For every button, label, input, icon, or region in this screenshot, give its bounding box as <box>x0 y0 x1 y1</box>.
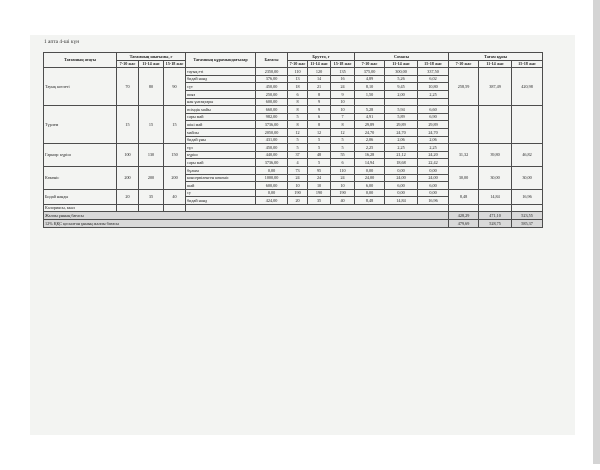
cost-value: 24,00 <box>418 174 449 182</box>
ingredient-price: 250,00 <box>256 90 288 98</box>
brutto-value: 14 <box>308 75 331 83</box>
brutto-value: 24 <box>308 174 331 182</box>
cost-value: 14,84 <box>385 197 418 205</box>
cost-value: 2,25 <box>418 90 449 98</box>
dish-total: 46,82 <box>512 144 543 167</box>
table-row <box>44 166 543 174</box>
cost-value: 24,70 <box>418 128 449 136</box>
cost-value: 24,20 <box>418 151 449 159</box>
cost-value: 10,80 <box>418 83 449 91</box>
table-row <box>44 68 543 76</box>
dish-weight: 15 <box>164 106 186 144</box>
ingredient-name: нан ұнтақтары <box>186 98 256 106</box>
col-dish: Тағамның атауы <box>44 53 117 68</box>
total-value: 585,37 <box>512 220 543 228</box>
age-header: 15-18 жас <box>512 60 543 68</box>
brutto-value: 12 <box>288 128 308 136</box>
dish-weight: 40 <box>164 189 186 204</box>
ingredient-price: 450,00 <box>256 144 288 152</box>
ingredient-price: 450,00 <box>256 83 288 91</box>
cost-value: 29,89 <box>355 121 385 129</box>
brutto-value: 120 <box>308 68 331 76</box>
cost-value: 6,02 <box>418 75 449 83</box>
cost-value: 24,00 <box>355 174 385 182</box>
ingredient-name: су <box>186 189 256 197</box>
ingredient-price: 2050,00 <box>256 128 288 136</box>
cost-value: 2,25 <box>418 144 449 152</box>
cost-value: 2,06 <box>355 136 385 144</box>
dish-total: 14,84 <box>479 189 512 204</box>
col-ingredients: Тағамның құрамындағылар <box>186 53 256 68</box>
dish-name: Бидай нанды <box>44 189 117 204</box>
total-row <box>44 212 543 220</box>
cost-value: 0,00 <box>385 189 418 197</box>
cost-value: 0,00 <box>418 189 449 197</box>
age-header: 15-18 жас <box>418 60 449 68</box>
scan-border <box>593 0 600 464</box>
ingredient-price: 2350,00 <box>256 68 288 76</box>
day-title: 1 апта 4-ші күн <box>44 39 80 45</box>
dish-weight: 15 <box>117 106 139 144</box>
ingredient-name: майлы <box>186 128 256 136</box>
cost-value <box>418 98 449 106</box>
ingredient-name: сары май <box>186 159 256 167</box>
brutto-value: 8 <box>288 98 308 106</box>
dish-weight: 200 <box>139 166 164 189</box>
brutto-value: 73 <box>288 166 308 174</box>
brutto-value: 8 <box>288 106 308 114</box>
col-price: Бағасы <box>256 53 288 68</box>
ingredient-name: бидай нанд <box>186 197 256 205</box>
cost-value: 6,00 <box>418 182 449 190</box>
age-header: 11-14 жас <box>139 60 164 68</box>
dish-weight: 20 <box>117 189 139 204</box>
cost-value: 5,28 <box>355 106 385 114</box>
ingredient-name: тұз <box>186 144 256 152</box>
dish-total: 30,00 <box>479 166 512 189</box>
age-header: 11-14 жас <box>308 60 331 68</box>
brutto-value: 5 <box>308 159 331 167</box>
dish-total: 30,00 <box>449 166 479 189</box>
cost-value: 5,94 <box>385 106 418 114</box>
dish-total: 420,98 <box>512 68 543 106</box>
age-header: 7-10 жас <box>449 60 479 68</box>
ingredient-name: бұлым <box>186 166 256 174</box>
brutto-value: 5 <box>308 144 331 152</box>
total-value: 523,55 <box>512 212 543 220</box>
dish-total: 387,49 <box>479 68 512 106</box>
dish-name: Көкөніс <box>44 166 117 189</box>
age-header: 15-18 жас <box>331 60 355 68</box>
total-row <box>44 220 543 228</box>
brutto-value: 24 <box>288 174 308 182</box>
brutto-value: 6 <box>331 159 355 167</box>
cost-value: 6,00 <box>385 182 418 190</box>
table-row <box>44 204 543 212</box>
cost-value: 0,00 <box>355 189 385 197</box>
cost-value: 29,89 <box>418 121 449 129</box>
ingredient-price: 376,00 <box>256 75 288 83</box>
ingredient-price: 440,00 <box>256 151 288 159</box>
brutto-value: 9 <box>308 106 331 114</box>
age-header: 15-18 жас <box>164 60 186 68</box>
brutto-value: 4 <box>288 159 308 167</box>
cost-value: 4,89 <box>355 75 385 83</box>
ingredient-price: 1000,00 <box>256 174 288 182</box>
cost-value: 8,48 <box>355 197 385 205</box>
ingredient-price: 0,00 <box>256 189 288 197</box>
brutto-value: 12 <box>331 128 355 136</box>
ingredient-name: бидай нанд <box>186 75 256 83</box>
dish-weight: 100 <box>117 144 139 167</box>
cost-value: 18,68 <box>385 159 418 167</box>
ingredient-name: күріш <box>186 151 256 159</box>
total-value: 528,75 <box>479 220 512 228</box>
cost-value: 0,00 <box>385 166 418 174</box>
cost-value: 2,00 <box>385 90 418 98</box>
age-header: 11-14 жас <box>385 60 418 68</box>
dish-total <box>449 204 479 212</box>
brutto-value: 110 <box>288 68 308 76</box>
cost-value: 2,06 <box>385 136 418 144</box>
dish-name: Калориясы, ккал <box>44 204 117 212</box>
cost-value: 9,45 <box>385 83 418 91</box>
ingredient-price: 3736,00 <box>256 121 288 129</box>
brutto-value: 8 <box>308 121 331 129</box>
brutto-value: 48 <box>308 151 331 159</box>
menu-table <box>43 52 543 228</box>
cost-value: 4,91 <box>355 113 385 121</box>
cost-value: 2,06 <box>418 136 449 144</box>
ingredient-price: 660,00 <box>256 106 288 114</box>
brutto-value: 6 <box>288 90 308 98</box>
brutto-value: 110 <box>331 166 355 174</box>
brutto-value: 21 <box>308 83 331 91</box>
dish-weight <box>139 204 164 212</box>
dish-total: 16,96 <box>512 189 543 204</box>
dish-weight <box>117 204 139 212</box>
brutto-value: 13 <box>288 75 308 83</box>
brutto-value: 9 <box>308 98 331 106</box>
cost-value: 0,00 <box>418 166 449 174</box>
dish-name: Түрлем <box>44 106 117 144</box>
age-header-row <box>44 60 543 68</box>
ingredient-price: 600,00 <box>256 182 288 190</box>
ingredient-name: сары май <box>186 113 256 121</box>
cost-value: 2,25 <box>355 144 385 152</box>
brutto-value: 18 <box>288 83 308 91</box>
dish-weight: 200 <box>117 166 139 189</box>
age-header: 11-14 жас <box>479 60 512 68</box>
cost-value: 5,26 <box>385 75 418 83</box>
brutto-value: 7 <box>331 113 355 121</box>
dish-weight: 90 <box>164 68 186 106</box>
cost-value: 16,96 <box>418 197 449 205</box>
brutto-value: 5 <box>288 136 308 144</box>
age-header: 7-10 жас <box>288 60 308 68</box>
cost-value: 8,10 <box>355 83 385 91</box>
dish-total: 8,48 <box>449 189 479 204</box>
ingredient-name: тауық еті <box>186 68 256 76</box>
ingredient-name: шай <box>186 182 256 190</box>
ingredient-name: бидай ұны <box>186 136 256 144</box>
dish-total: 39,80 <box>479 144 512 167</box>
brutto-value: 10 <box>331 98 355 106</box>
brutto-value: 16 <box>331 75 355 83</box>
header-row <box>44 53 543 61</box>
brutto-value: 190 <box>308 189 331 197</box>
total-label: 12% ҚҚС қосылған ұнның жалпы бағасы <box>44 220 449 228</box>
ingredient-price: 982,00 <box>256 113 288 121</box>
age-header: 7-10 жас <box>117 60 139 68</box>
cost-value: 6,90 <box>418 113 449 121</box>
dish-total: 258,59 <box>449 68 479 106</box>
ingredient-name: консервіленген көкөніс <box>186 174 256 182</box>
dish-name: Гарнир: күріш <box>44 144 117 167</box>
cost-value: 14,94 <box>355 159 385 167</box>
total-value: 479,69 <box>449 220 479 228</box>
brutto-value: 55 <box>331 151 355 159</box>
cost-value: 24,70 <box>355 128 385 136</box>
ingredient-price: 424,00 <box>256 197 288 205</box>
brutto-value: 5 <box>288 144 308 152</box>
cost-value: 24,70 <box>385 128 418 136</box>
brutto-value: 40 <box>331 197 355 205</box>
brutto-value: 20 <box>288 197 308 205</box>
cost-value: 1,50 <box>355 90 385 98</box>
dish-name: Тауық котлеті <box>44 68 117 106</box>
brutto-value: 190 <box>331 189 355 197</box>
col-cost: Сомасы <box>355 53 449 61</box>
cost-value: 375,00 <box>355 68 385 76</box>
brutto-value: 6 <box>308 113 331 121</box>
brutto-value: 12 <box>308 128 331 136</box>
brutto-value: 37 <box>288 151 308 159</box>
ingredient-price: 3736,00 <box>256 159 288 167</box>
empty-cell <box>186 204 449 212</box>
cost-value: 337,50 <box>418 68 449 76</box>
cost-value: 21,12 <box>385 151 418 159</box>
total-label: Жалпы ұнның бағасы <box>44 212 449 220</box>
col-brutto: Брутто, г <box>288 53 355 61</box>
dish-total: 30,00 <box>512 166 543 189</box>
cost-value <box>355 98 385 106</box>
ingredient-price: 0,00 <box>256 166 288 174</box>
table-row <box>44 144 543 152</box>
ingredient-price: 600,00 <box>256 98 288 106</box>
dish-total: 31,32 <box>449 144 479 167</box>
table-row <box>44 106 543 114</box>
dish-total <box>479 204 512 212</box>
cost-value: 6,60 <box>418 106 449 114</box>
col-weight: Тағамның шығымы, г <box>117 53 186 61</box>
dish-weight <box>164 204 186 212</box>
brutto-value: 9 <box>331 90 355 98</box>
table-row <box>44 189 543 197</box>
cost-value: 16,28 <box>355 151 385 159</box>
ingredient-name: өсімдік майы <box>186 106 256 114</box>
brutto-value: 35 <box>308 197 331 205</box>
brutto-value: 10 <box>288 182 308 190</box>
brutto-value: 190 <box>288 189 308 197</box>
dish-total <box>449 106 479 144</box>
ingredient-name: пияз <box>186 90 256 98</box>
ingredient-name: сүт <box>186 83 256 91</box>
brutto-value: 24 <box>331 83 355 91</box>
total-value: 471,10 <box>479 212 512 220</box>
cost-value: 300,00 <box>385 68 418 76</box>
brutto-value: 135 <box>331 68 355 76</box>
brutto-value: 5 <box>308 136 331 144</box>
dish-weight: 70 <box>117 68 139 106</box>
dish-total <box>479 106 512 144</box>
dish-total <box>512 106 543 144</box>
brutto-value: 10 <box>331 182 355 190</box>
cost-value: 24,00 <box>385 174 418 182</box>
brutto-value: 95 <box>308 166 331 174</box>
age-header: 7-10 жас <box>355 60 385 68</box>
cost-value: 5,89 <box>385 113 418 121</box>
dish-weight: 35 <box>139 189 164 204</box>
dish-weight: 200 <box>164 166 186 189</box>
dish-weight: 130 <box>139 144 164 167</box>
brutto-value: 8 <box>288 121 308 129</box>
col-total: Тағам құны <box>449 53 543 61</box>
cost-value: 2,25 <box>385 144 418 152</box>
dish-weight: 15 <box>139 106 164 144</box>
cost-value: 0,00 <box>355 166 385 174</box>
brutto-value: 24 <box>331 174 355 182</box>
cost-value: 29,89 <box>385 121 418 129</box>
brutto-value: 5 <box>288 113 308 121</box>
ingredient-price: 431,00 <box>256 136 288 144</box>
cost-value <box>385 98 418 106</box>
ingredient-name: шікі май <box>186 121 256 129</box>
total-value: 428,29 <box>449 212 479 220</box>
brutto-value: 5 <box>331 144 355 152</box>
cost-value: 22,42 <box>418 159 449 167</box>
brutto-value: 8 <box>331 121 355 129</box>
brutto-value: 10 <box>308 182 331 190</box>
cost-value: 6,00 <box>355 182 385 190</box>
dish-weight: 80 <box>139 68 164 106</box>
dish-total <box>512 204 543 212</box>
dish-weight: 150 <box>164 144 186 167</box>
brutto-value: 8 <box>308 90 331 98</box>
brutto-value: 10 <box>331 106 355 114</box>
brutto-value: 5 <box>331 136 355 144</box>
